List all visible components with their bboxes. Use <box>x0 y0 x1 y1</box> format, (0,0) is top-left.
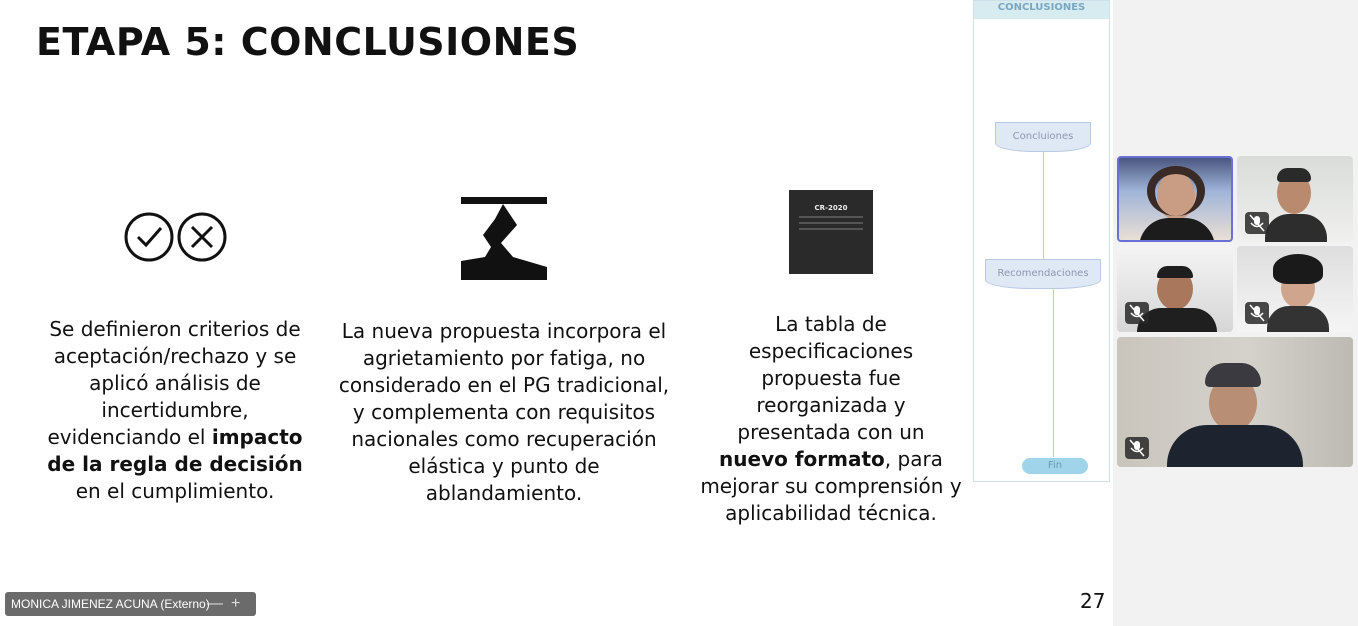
conclusion-text-3: La tabla de especificaciones propuesta fue reorganizada y presentada con un nuevo formato, para mejorar su comprensión y aplicabilidad técnica. <box>700 312 962 525</box>
flow-end-terminal: Fin <box>1022 458 1088 474</box>
flowchart-header: CONCLUSIONES <box>974 1 1109 19</box>
check-and-x-icon <box>124 212 228 264</box>
conclusion-text-2: La nueva propuesta incorpora el agrietamiento por fatiga, no considerado en el PG tradicional, y complementa con requisitos nacionales como recuperación elástica y punto de ablandamiento. <box>338 319 670 505</box>
plus-icon[interactable]: + <box>231 595 241 612</box>
slide-page-number: 27 <box>1080 589 1106 613</box>
flowchart-panel <box>973 0 1110 482</box>
slide-title: ETAPA 5: CONCLUSIONES <box>36 20 580 64</box>
conclusion-text-1: Se definieron criterios de aceptación/rechazo y se aplicó análisis de incertidumbre, evidenciando el impacto de la regla de decisión en el cumplimiento. <box>47 317 303 503</box>
muted-mic-icon <box>1245 212 1269 234</box>
speaker-name: MONICA JIMENEZ ACUNA (Externo) <box>11 597 210 611</box>
participant-video[interactable] <box>1237 246 1353 332</box>
flow-step-recomendaciones: Recomendaciones <box>985 259 1101 289</box>
minus-icon[interactable]: — <box>207 595 223 612</box>
muted-mic-icon <box>1245 302 1269 324</box>
participant-video[interactable] <box>1237 156 1353 242</box>
flow-step-conclusiones: Concluiones <box>995 122 1091 152</box>
participant-video-active[interactable] <box>1117 156 1233 242</box>
document-cover-image <box>789 190 873 274</box>
muted-mic-icon <box>1125 437 1149 459</box>
participant-video[interactable] <box>1117 246 1233 332</box>
participant-video-large[interactable] <box>1117 337 1353 467</box>
pavement-crack-icon <box>461 197 547 283</box>
muted-mic-icon <box>1125 302 1149 324</box>
speaker-name-label[interactable] <box>5 592 256 616</box>
document-cover-title: CR-2020 <box>814 204 848 212</box>
